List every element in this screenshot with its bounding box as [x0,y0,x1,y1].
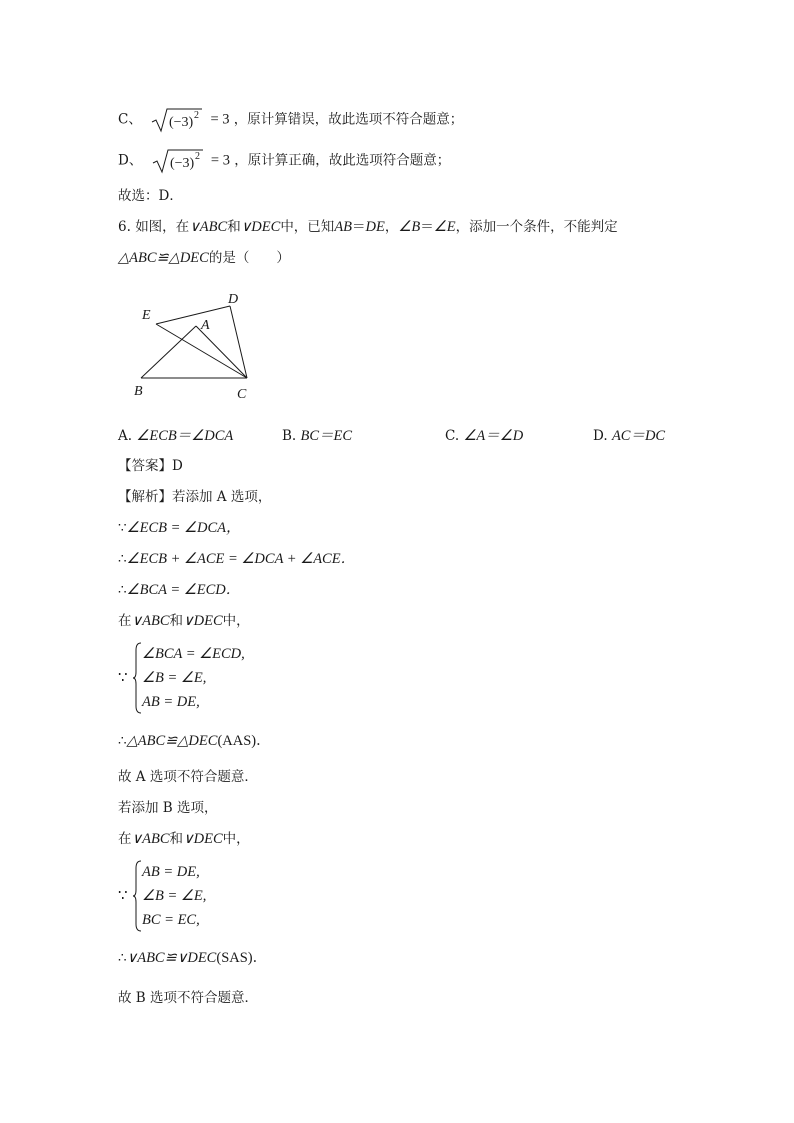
left-brace-icon [132,642,142,714]
text: 中， [222,831,250,847]
equation-system-a [118,642,318,716]
option-d-line [118,148,450,174]
q-seg: AB [334,219,353,235]
tri-dec: ∨DEC [183,831,223,847]
because-symbol: ∵ [118,886,128,904]
q-angle: ∠B [398,219,421,235]
choice-expr: ∠A＝∠D [463,428,524,444]
analysis-step-1 [118,518,241,538]
tri-abc: ∨ABC [131,613,170,629]
text: 和 [169,831,183,847]
q-text: ，添加一个条件，不能判定 [455,219,618,235]
choice-letter: D. [593,428,608,444]
analysis-in-triangles-b [118,829,250,849]
q-text: 和 [227,219,241,235]
choice-a [118,426,233,446]
system-row: ∠B = ∠E, [142,888,207,904]
analysis-intro-text: 若添加 A 选项， [172,489,272,505]
q-congruence: △ABC≌△DEC [118,250,209,266]
analysis-intro-b: 若添加 B 选项， [118,800,218,816]
point-label-e: E [142,308,151,323]
q-eq: ＝ [420,219,434,235]
option-c-line [118,107,463,133]
analysis-not-b: 故 B 选项不符合题意． [118,990,259,1006]
because-symbol: ∵ [118,520,127,536]
segment-ba [141,326,196,378]
choice-c [445,426,523,446]
analysis-label: 【解析】 [118,489,172,505]
analysis-result-b [118,948,267,968]
answer-line [118,456,183,476]
point-label-b: B [134,384,143,399]
q-eq: ＝ [352,219,366,235]
therefore-symbol: ∴ [118,582,127,598]
point-label-d: D [228,292,239,307]
question-line-1 [118,217,618,237]
choice-b [282,426,352,446]
previous-conclusion: 故选：D． [118,188,183,204]
q-tri-dec: ∨DEC [240,219,281,235]
q-angle: ∠E [433,219,456,235]
therefore-symbol: ∴ [118,950,127,966]
choice-expr: AC＝DC [611,428,666,444]
q-text: ， [384,219,399,235]
exponent: 2 [194,110,200,121]
sqrt-expression [151,148,203,174]
congruence-expr: △ABC≌△DEC [126,733,218,749]
q-seg: DE [365,219,385,235]
system-row: AB = DE, [142,864,200,880]
analysis-not-a: 故 A 选项不符合题意． [118,769,258,785]
choice-letter: C. [445,428,460,444]
tri-dec: ∨DEC [183,613,223,629]
congruence-expr: ∨ABC≌∨DEC [126,950,217,966]
exponent: 2 [194,151,200,162]
option-c-label: C、 [118,111,142,128]
segment-ed [156,306,230,324]
sqrt-expression [150,107,202,133]
system-row: ∠B = ∠E, [142,670,207,686]
option-c-result: = 3 [210,111,230,128]
option-c-comment: ，原计算错误，故此选项不符合题意； [233,111,464,128]
point-label-a: A [201,318,210,333]
radical-sign-icon [151,148,203,174]
equation-system-b [118,860,318,934]
q-tri-abc: ∨ABC [189,219,228,235]
choice-expr: BC＝EC [300,428,353,444]
system-row: BC = EC, [142,912,200,928]
left-brace-icon [132,860,142,932]
choice-letter: A. [118,428,133,444]
congruence-reason: (SAS)． [216,950,268,966]
triangle-figure [128,288,268,406]
step-expr: ∠ECB + ∠ACE = ∠DCA + ∠ACE． [126,551,356,567]
choice-d [593,426,665,446]
therefore-symbol: ∴ [118,551,127,567]
point-label-c: C [237,387,247,402]
therefore-symbol: ∴ [118,733,127,749]
option-d-label: D、 [118,152,143,169]
system-row: AB = DE, [142,694,200,710]
radicand: (−3) [169,115,194,130]
choice-expr: ∠ECB＝∠DCA [136,428,234,444]
q-text: 如图，在 [135,219,190,235]
because-symbol: ∵ [118,668,128,686]
analysis-step-3 [118,580,240,600]
step-expr: ∠BCA = ∠ECD． [126,582,241,598]
analysis-step-2 [118,549,355,569]
system-row: ∠BCA = ∠ECD, [142,646,245,662]
analysis-intro [118,487,271,507]
answer-label: 【答案】 [118,458,172,474]
radical-sign-icon [150,107,202,133]
segment-dc [230,306,247,378]
answer-value: D [172,458,183,474]
radicand: (−3) [169,156,194,171]
congruence-reason: (AAS)． [217,733,271,749]
question-line-2 [118,248,290,268]
option-d-result: = 3 [210,152,230,169]
text: 在 [118,831,132,847]
text: 在 [118,613,132,629]
analysis-in-triangles-a [118,611,250,631]
q-text: 的是（ ） [208,250,290,266]
analysis-result-a [118,731,271,751]
q-text: 中，已知 [280,219,335,235]
choice-letter: B. [282,428,297,444]
step-expr: ∠ECB = ∠DCA， [126,520,241,536]
text: 中， [222,613,250,629]
question-number: 6. [118,219,131,235]
option-d-comment: ，原计算正确，故此选项符合题意； [234,152,451,169]
tri-abc: ∨ABC [131,831,170,847]
text: 和 [169,613,183,629]
